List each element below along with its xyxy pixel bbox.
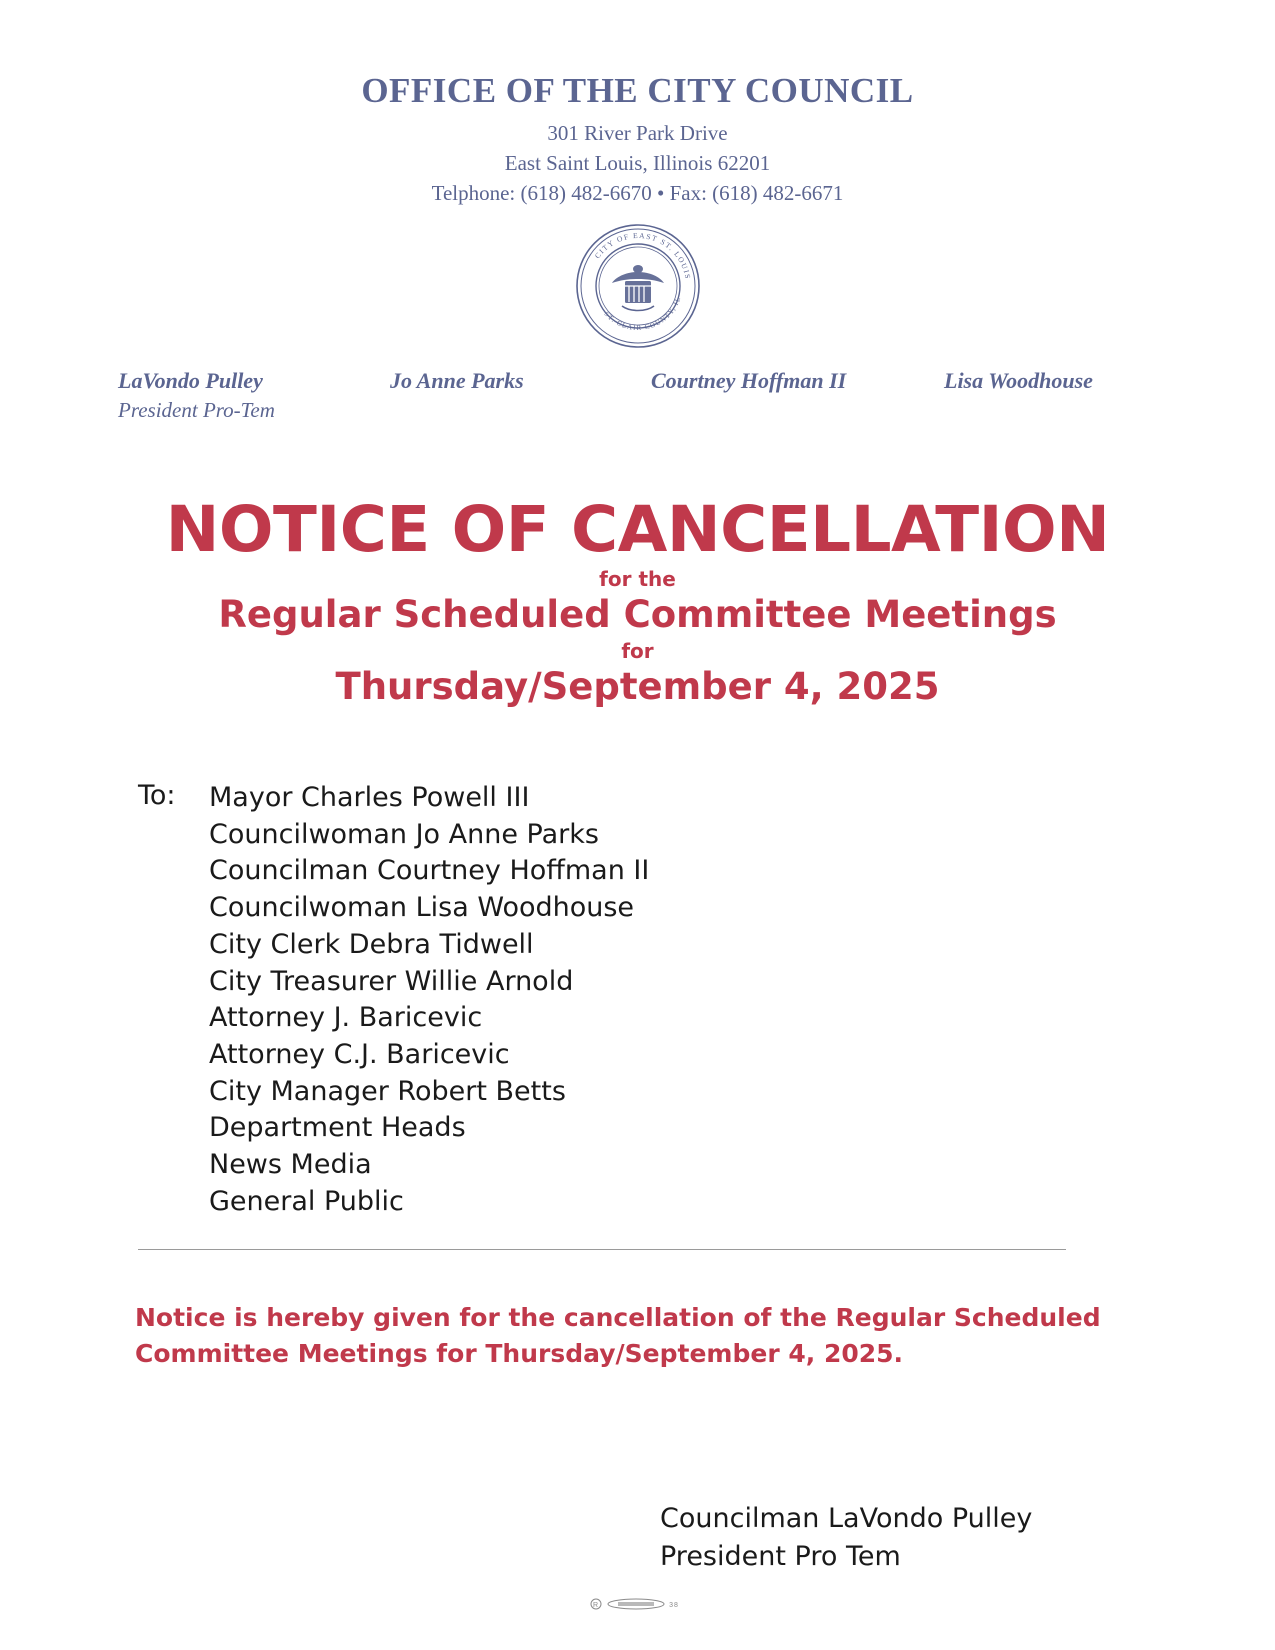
city-seal-icon xyxy=(574,222,702,350)
list-item: News Media xyxy=(209,1149,372,1181)
list-item: Councilman Courtney Hoffman II xyxy=(209,855,650,887)
list-item: City Treasurer Willie Arnold xyxy=(209,965,574,997)
council-member-name: LaVondo Pulley xyxy=(118,367,263,393)
city-state-zip-line: East Saint Louis, Illinois 62201 xyxy=(504,150,771,175)
horizontal-divider xyxy=(138,1249,1066,1250)
signature-title: President Pro Tem xyxy=(660,1541,901,1573)
address-line: 301 River Park Drive xyxy=(547,120,728,145)
recipients-label: To: xyxy=(138,779,176,811)
notice-for-the-label: for the xyxy=(599,566,676,591)
list-item: Councilwoman Jo Anne Parks xyxy=(209,818,599,850)
council-member-row xyxy=(0,368,1275,446)
list-item: Mayor Charles Powell III xyxy=(209,781,530,813)
union-label-icon xyxy=(590,1598,686,1610)
list-item: Attorney C.J. Baricevic xyxy=(209,1038,510,1070)
notice-headline-block xyxy=(0,492,1275,709)
signature-name: Councilman LaVondo Pulley xyxy=(660,1503,1033,1535)
svg-text:CITY OF EAST ST. LOUIS: CITY OF EAST ST. LOUIS xyxy=(592,230,693,280)
signature-block xyxy=(0,1500,1275,1577)
council-member xyxy=(944,368,1093,394)
notice-date: Thursday/September 4, 2025 xyxy=(335,665,940,709)
phone-fax-line: Telphone: (618) 482-6670 • Fax: (618) 482-6671 xyxy=(431,181,844,206)
list-item: Department Heads xyxy=(209,1112,466,1144)
council-member-name: Lisa Woodhouse xyxy=(944,367,1093,393)
list-item: Attorney J. Baricevic xyxy=(209,1002,483,1034)
footer-print-mark xyxy=(0,1598,1275,1612)
notice-for-label: for xyxy=(621,639,654,664)
notice-statement: Notice is hereby given for the cancellation of the Regular Scheduled Committee Meetings for Thursday/September 4, 2025. xyxy=(135,1302,1101,1368)
list-item: General Public xyxy=(209,1185,404,1217)
list-item: City Clerk Debra Tidwell xyxy=(209,928,534,960)
list-item: Councilwoman Lisa Woodhouse xyxy=(209,892,635,924)
recipients-list xyxy=(138,780,1275,1221)
letterhead xyxy=(0,0,1275,350)
council-member-title: President Pro-Tem xyxy=(118,397,275,422)
office-title: OFFICE OF THE CITY COUNCIL xyxy=(361,71,914,110)
notice-headline: NOTICE OF CANCELLATION xyxy=(165,492,1110,566)
footer-number: 38 xyxy=(668,1602,679,1609)
notice-subject: Regular Scheduled Committee Meetings xyxy=(218,592,1057,636)
council-member-name: Jo Anne Parks xyxy=(390,367,524,393)
svg-text:ST. CLAIR COUNTY, IL: ST. CLAIR COUNTY, IL xyxy=(602,294,683,332)
list-item: City Manager Robert Betts xyxy=(209,1075,566,1107)
svg-text:R: R xyxy=(592,1602,599,1609)
city-seal-wrap xyxy=(0,222,1275,350)
council-member-name: Courtney Hoffman II xyxy=(651,367,847,393)
council-member xyxy=(390,368,524,394)
council-member xyxy=(651,368,846,394)
recipients-section xyxy=(0,780,1275,1221)
council-member xyxy=(118,368,275,423)
